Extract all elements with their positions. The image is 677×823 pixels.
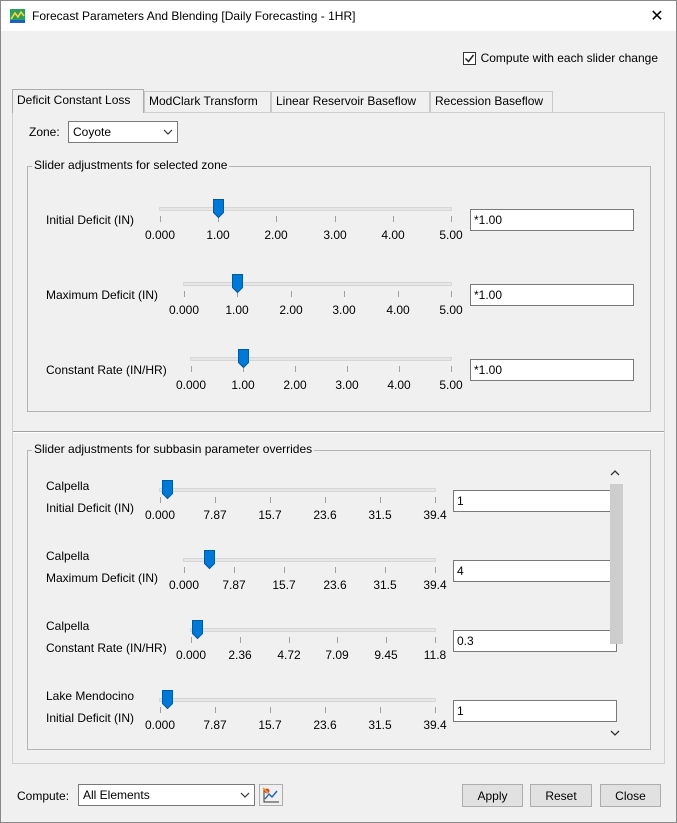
- slider-thumb[interactable]: [192, 620, 203, 639]
- slider-tick-label: 31.5: [368, 718, 392, 732]
- slider-tick: [344, 291, 345, 297]
- slider-value-field[interactable]: 0.3: [453, 630, 617, 652]
- subbasin-slider-group: [27, 442, 651, 750]
- slider-tick-label: 11.8: [423, 648, 447, 662]
- close-button[interactable]: Close: [600, 784, 661, 807]
- tab-modclark-transform[interactable]: ModClark Transform: [144, 91, 271, 112]
- slider-tick: [385, 567, 386, 573]
- slider-tick: [289, 637, 290, 643]
- slider-tick-label: 4.00: [387, 378, 411, 392]
- slider-row: [28, 195, 648, 255]
- slider-tick: [380, 497, 381, 503]
- slider-tick: [215, 707, 216, 713]
- slider-tick: [393, 216, 394, 222]
- panel-splitter[interactable]: [13, 431, 664, 433]
- slider-row: [28, 619, 648, 679]
- slider-tick-label: 23.6: [313, 508, 337, 522]
- zone-select-value: Coyote: [73, 125, 112, 139]
- slider-tick: [240, 637, 241, 643]
- slider-track[interactable]: [183, 558, 436, 562]
- window-title: Forecast Parameters And Blending [Daily Forecasting - 1HR]: [32, 9, 356, 23]
- subbasin-group-title: Slider adjustments for subbasin parameter overrides: [34, 442, 313, 456]
- slider-tick: [160, 497, 161, 503]
- slider-tick-label: 1.00: [231, 378, 255, 392]
- slider-tick-label: 23.6: [313, 718, 337, 732]
- checkbox-box[interactable]: [463, 52, 476, 65]
- slider-value-field[interactable]: *1.00: [470, 359, 634, 381]
- slider-tick-label: 15.7: [258, 718, 282, 732]
- slider-tick: [234, 567, 235, 573]
- slider-tick-label: 1.00: [206, 228, 230, 242]
- slider-tick: [160, 216, 161, 222]
- slider-tick-label: 23.6: [323, 578, 347, 592]
- slider-value-field[interactable]: *1.00: [470, 284, 634, 306]
- slider-label: Constant Rate (IN/HR): [46, 363, 167, 377]
- slider-tick-label: 4.00: [386, 303, 410, 317]
- subbasin-scrollbar[interactable]: [607, 466, 623, 741]
- slider-label: Maximum Deficit (IN): [46, 571, 159, 585]
- slider-tick-label: 7.87: [203, 508, 227, 522]
- slider-tick-label: 5.00: [439, 228, 463, 242]
- slider-tick-label: 0.000: [144, 718, 176, 732]
- slider-tick: [325, 497, 326, 503]
- slider-tick: [215, 497, 216, 503]
- slider-tick-label: 3.00: [332, 303, 356, 317]
- compute-label: Compute:: [17, 789, 70, 803]
- compute-run-button[interactable]: [259, 784, 283, 806]
- slider-tick: [276, 216, 277, 222]
- scroll-thumb[interactable]: [610, 484, 623, 644]
- slider-tick-label: 2.36: [228, 648, 252, 662]
- slider-row: [28, 270, 648, 330]
- zone-label: Zone:: [29, 125, 60, 139]
- slider-track[interactable]: [190, 628, 436, 632]
- subbasin-name: Calpella: [46, 549, 90, 563]
- slider-tick: [284, 567, 285, 573]
- slider-tick: [335, 567, 336, 573]
- slider-tick-label: 31.5: [373, 578, 397, 592]
- slider-track[interactable]: [159, 698, 436, 702]
- compute-select-value: All Elements: [83, 788, 150, 802]
- slider-tick-label: 5.00: [439, 378, 463, 392]
- slider-tick: [270, 707, 271, 713]
- compute-chart-icon: [260, 785, 282, 805]
- slider-tick-label: 7.87: [203, 718, 227, 732]
- slider-tick-label: 7.09: [325, 648, 349, 662]
- slider-label: Initial Deficit (IN): [46, 213, 135, 227]
- slider-row: [28, 345, 648, 405]
- slider-tick: [184, 567, 185, 573]
- slider-value-field[interactable]: 1: [453, 700, 617, 722]
- slider-thumb[interactable]: [238, 349, 249, 368]
- tab-deficit-constant-loss[interactable]: Deficit Constant Loss: [12, 89, 144, 113]
- title-bar: [1, 1, 676, 31]
- reset-button[interactable]: Reset: [530, 784, 592, 807]
- slider-tick-label: 2.00: [279, 303, 303, 317]
- slider-tick-label: 0.000: [144, 508, 176, 522]
- slider-tick: [435, 707, 436, 713]
- slider-tick: [451, 291, 452, 297]
- slider-thumb[interactable]: [162, 690, 173, 709]
- compute-select[interactable]: [78, 784, 255, 806]
- slider-value-field[interactable]: *1.00: [470, 209, 634, 231]
- slider-label: Initial Deficit (IN): [46, 711, 135, 725]
- slider-tick-label: 3.00: [323, 228, 347, 242]
- tab-recession-baseflow[interactable]: Recession Baseflow: [430, 91, 553, 112]
- scroll-up-icon[interactable]: [609, 468, 621, 478]
- slider-tick-label: 4.72: [277, 648, 301, 662]
- slider-tick: [451, 366, 452, 372]
- slider-tick: [270, 497, 271, 503]
- slider-row: [28, 479, 648, 539]
- slider-tick: [380, 707, 381, 713]
- slider-tick: [435, 637, 436, 643]
- apply-button[interactable]: Apply: [462, 784, 523, 807]
- slider-tick: [435, 497, 436, 503]
- slider-tick: [451, 216, 452, 222]
- compute-each-change-checkbox[interactable]: [463, 51, 658, 65]
- check-icon: [464, 53, 475, 64]
- zone-slider-group: [27, 158, 651, 412]
- zone-select[interactable]: [68, 121, 178, 143]
- slider-tick: [295, 366, 296, 372]
- slider-tick-label: 0.000: [175, 378, 207, 392]
- slider-tick: [435, 567, 436, 573]
- slider-row: [28, 689, 648, 749]
- slider-thumb[interactable]: [204, 550, 215, 569]
- subbasin-name: Calpella: [46, 479, 90, 493]
- scroll-down-icon[interactable]: [609, 728, 621, 738]
- slider-tick: [337, 637, 338, 643]
- slider-tick-label: 15.7: [258, 508, 282, 522]
- slider-tick-label: 3.00: [335, 378, 359, 392]
- slider-tick: [398, 291, 399, 297]
- slider-tick: [347, 366, 348, 372]
- slider-tick-label: 39.4: [423, 578, 447, 592]
- chevron-down-icon: [240, 792, 250, 798]
- slider-tick: [184, 291, 185, 297]
- slider-track[interactable]: [159, 488, 436, 492]
- slider-value-field[interactable]: 1: [453, 490, 617, 512]
- subbasin-name: Lake Mendocino: [46, 689, 135, 703]
- slider-tick-label: 7.87: [222, 578, 246, 592]
- slider-tick: [160, 707, 161, 713]
- slider-tick: [191, 366, 192, 372]
- slider-tick-label: 0.000: [168, 578, 200, 592]
- slider-label: Maximum Deficit (IN): [46, 288, 159, 302]
- slider-tick-label: 39.4: [423, 718, 447, 732]
- tab-panel: [12, 112, 665, 764]
- slider-tick: [291, 291, 292, 297]
- slider-tick-label: 0.000: [175, 648, 207, 662]
- slider-tick-label: 2.00: [264, 228, 288, 242]
- slider-tick-label: 0.000: [168, 303, 200, 317]
- close-window-icon[interactable]: ✕: [650, 8, 664, 25]
- slider-tick-label: 4.00: [381, 228, 405, 242]
- zone-group-title: Slider adjustments for selected zone: [34, 158, 228, 172]
- slider-tick: [325, 707, 326, 713]
- slider-tick-label: 15.7: [272, 578, 296, 592]
- slider-track[interactable]: [183, 282, 452, 286]
- slider-row: [28, 549, 648, 609]
- slider-value-field[interactable]: 4: [453, 560, 617, 582]
- slider-tick-label: 39.4: [423, 508, 447, 522]
- slider-tick-label: 1.00: [225, 303, 249, 317]
- subbasin-name: Calpella: [46, 619, 90, 633]
- slider-tick-label: 2.00: [283, 378, 307, 392]
- chevron-down-icon: [163, 129, 173, 135]
- slider-label: Constant Rate (IN/HR): [46, 641, 167, 655]
- slider-tick-label: 9.45: [374, 648, 398, 662]
- tab-linear-reservoir-baseflow[interactable]: Linear Reservoir Baseflow: [271, 91, 430, 112]
- slider-track[interactable]: [159, 207, 452, 211]
- slider-thumb[interactable]: [213, 199, 224, 218]
- hms-app-icon: [10, 9, 25, 23]
- slider-tick-label: 5.00: [439, 303, 463, 317]
- slider-label: Initial Deficit (IN): [46, 501, 135, 515]
- slider-thumb[interactable]: [232, 274, 243, 293]
- slider-tick: [386, 637, 387, 643]
- slider-thumb[interactable]: [162, 480, 173, 499]
- slider-tick: [399, 366, 400, 372]
- compute-each-change-label: Compute with each slider change: [480, 51, 658, 65]
- slider-tick: [335, 216, 336, 222]
- slider-track[interactable]: [190, 357, 452, 361]
- slider-tick-label: 31.5: [368, 508, 392, 522]
- slider-tick-label: 0.000: [144, 228, 176, 242]
